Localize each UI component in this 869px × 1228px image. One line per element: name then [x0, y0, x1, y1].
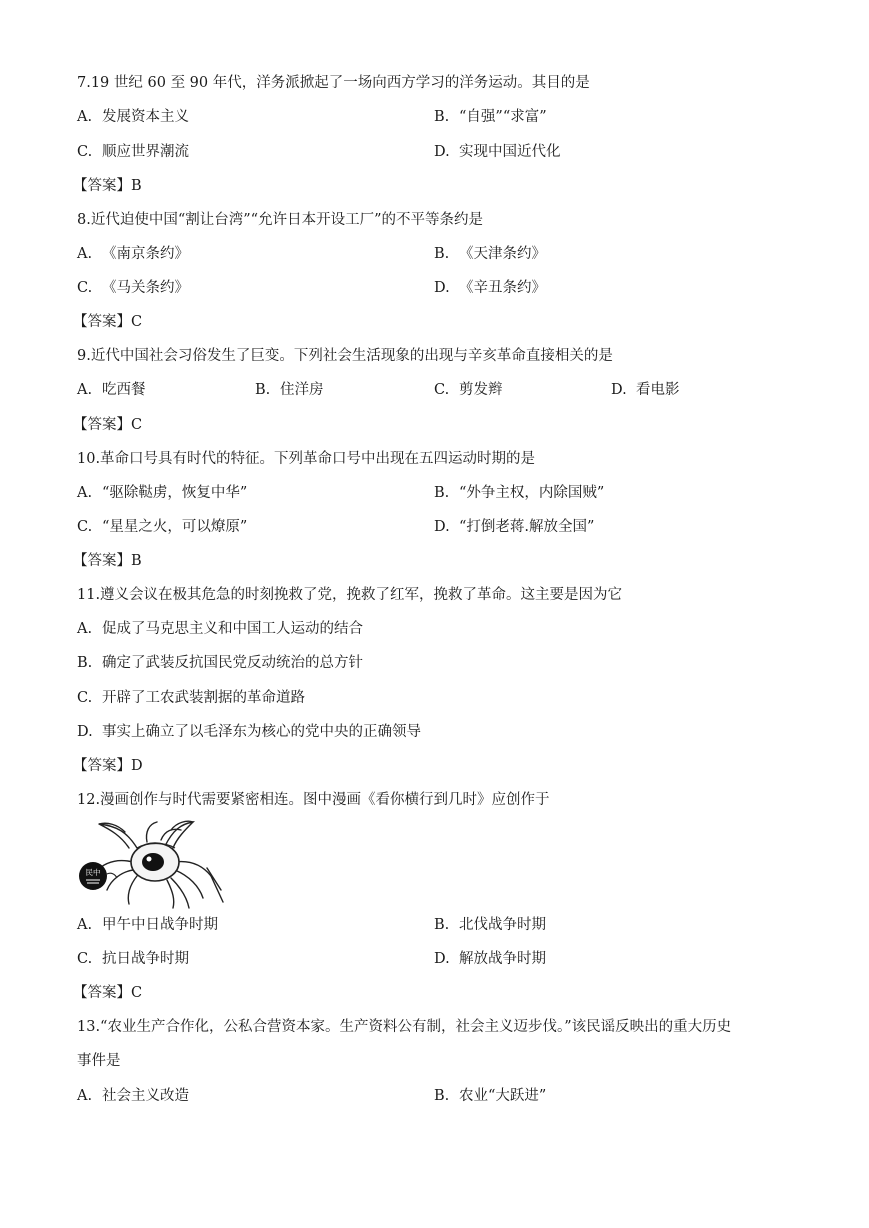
option-9b: [255, 380, 324, 400]
option-label: A.: [77, 485, 93, 501]
option-label: C.: [77, 951, 93, 967]
question-10-stem: 10.革命口号具有时代的特征。下列革命口号中出现在五四运动时期的是: [77, 451, 536, 467]
question-13-stem-line1: 13.“农业生产合作化，公私合营资本家。生产资料公有制，社会主义迈步伐。”该民谣反映出的重大历史: [77, 1019, 732, 1035]
question-7-stem: 7.19 世纪 60 至 90 年代，洋务派掀起了一场向西方学习的洋务运动。其目的是: [77, 75, 590, 91]
option-label: D.: [434, 280, 450, 296]
option-8c: [77, 278, 189, 298]
option-9c: [434, 380, 503, 400]
option-text: “外争主权，内除国贼”: [459, 485, 605, 501]
option-text: “自强”“求富”: [459, 109, 547, 125]
option-label: D.: [434, 144, 450, 160]
option-text: 《天津条约》: [459, 246, 546, 262]
option-12d: [434, 949, 546, 969]
option-label: A.: [77, 246, 93, 262]
option-text: 顺应世界潮流: [102, 144, 189, 160]
option-label: B.: [434, 109, 450, 125]
option-text: 《辛丑条约》: [459, 280, 546, 296]
option-text: 社会主义改造: [102, 1088, 189, 1104]
option-7d: [434, 142, 561, 162]
option-9d: [611, 380, 680, 400]
option-text: 《马关条约》: [102, 280, 189, 296]
option-text: 实现中国近代化: [459, 144, 561, 160]
option-13b: [434, 1086, 546, 1106]
option-10b: [434, 483, 604, 503]
option-label: C.: [77, 519, 93, 535]
option-label: C.: [434, 382, 450, 398]
option-text: “驱除鞑虏，恢复中华”: [102, 485, 248, 501]
option-text: 《南京条约》: [102, 246, 189, 262]
option-text: 发展资本主义: [102, 109, 189, 125]
option-label: A.: [77, 1088, 93, 1104]
answer-8: 【答案】C: [73, 314, 143, 330]
option-label: C.: [77, 280, 93, 296]
option-text: 看电影: [636, 382, 680, 398]
option-text: “星星之火，可以燎原”: [102, 519, 248, 535]
option-text: 剪发辫: [459, 382, 503, 398]
option-11b: [77, 653, 363, 673]
question-9-stem: 9.近代中国社会习俗发生了巨变。下列社会生活现象的出现与辛亥革命直接相关的是: [77, 348, 613, 364]
option-10c: [77, 517, 247, 537]
option-text: 确定了武装反抗国民党反动统治的总方针: [102, 655, 363, 671]
option-text: 开辟了工农武装割据的革命道路: [102, 690, 305, 706]
option-label: B.: [434, 485, 450, 501]
question-13-stem-line2: 事件是: [77, 1053, 121, 1069]
option-7c: [77, 142, 189, 162]
option-8a: [77, 244, 189, 264]
option-label: C.: [77, 690, 93, 706]
option-label: A.: [77, 109, 93, 125]
option-label: B.: [434, 917, 450, 933]
option-12a: [77, 915, 218, 935]
option-7b: [434, 107, 547, 127]
option-text: 北伐战争时期: [459, 917, 546, 933]
crab-eye-shape: [142, 853, 164, 871]
option-label: D.: [434, 519, 450, 535]
option-label: D.: [611, 382, 627, 398]
answer-7: 【答案】B: [73, 178, 142, 194]
answer-9: 【答案】C: [73, 417, 143, 433]
option-11a: [77, 619, 363, 639]
question-8-stem: 8.近代迫使中国“割让台湾”“允许日本开设工厂”的不平等条约是: [77, 212, 483, 228]
option-text: 农业“大跃进”: [459, 1088, 547, 1104]
option-13a: [77, 1086, 189, 1106]
answer-12: 【答案】C: [73, 985, 143, 1001]
option-label: A.: [77, 382, 93, 398]
option-text: 解放战争时期: [459, 951, 546, 967]
option-12c: [77, 949, 189, 969]
option-text: 吃西餐: [102, 382, 146, 398]
option-text: 事实上确立了以毛泽东为核心的党中央的正确领导: [102, 724, 421, 740]
option-text: 抗日战争时期: [102, 951, 189, 967]
option-text: “打倒老蒋.解放全国”: [459, 519, 595, 535]
option-label: D.: [77, 724, 93, 740]
option-label: A.: [77, 917, 93, 933]
option-8b: [434, 244, 546, 264]
option-label: B.: [255, 382, 271, 398]
crab-cartoon-image: [77, 818, 227, 910]
option-11d: [77, 722, 421, 742]
option-8d: [434, 278, 546, 298]
option-10d: [434, 517, 594, 537]
option-label: B.: [434, 246, 450, 262]
option-text: 促成了马克思主义和中国工人运动的结合: [102, 621, 363, 637]
option-label: B.: [77, 655, 93, 671]
option-10a: [77, 483, 247, 503]
option-text: 住洋房: [280, 382, 324, 398]
question-11-stem: 11.遵义会议在极其危急的时刻挽救了党，挽救了红军，挽救了革命。这主要是因为它: [77, 587, 623, 603]
answer-11: 【答案】D: [73, 758, 143, 774]
option-7a: [77, 107, 189, 127]
answer-10: 【答案】B: [73, 553, 142, 569]
option-label: B.: [434, 1088, 450, 1104]
option-9a: [77, 380, 146, 400]
cartoon-badge-text: 民中: [85, 868, 101, 877]
option-11c: [77, 688, 305, 708]
option-label: A.: [77, 621, 93, 637]
question-12-stem: 12.漫画创作与时代需要紧密相连。图中漫画《看你横行到几时》应创作于: [77, 792, 550, 808]
option-label: C.: [77, 144, 93, 160]
option-label: D.: [434, 951, 450, 967]
option-12b: [434, 915, 546, 935]
option-text: 甲午中日战争时期: [102, 917, 218, 933]
